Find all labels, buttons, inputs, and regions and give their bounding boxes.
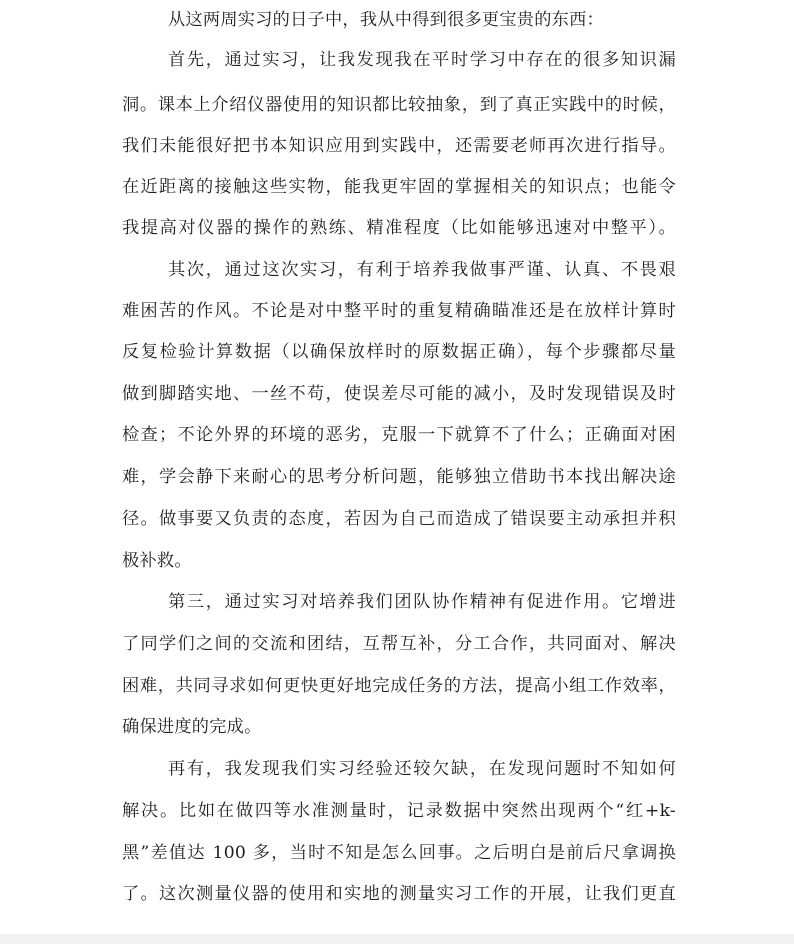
paragraph-line: 确保进度的完成。 [122,717,262,737]
paragraph-line: 洞。课本上介绍仪器使用的知识都比较抽象，到了真正实践中的时候， [122,95,676,115]
paragraph-line: 做到脚踏实地、一丝不苟，使误差尽可能的减小，及时发现错误及时 [122,384,676,404]
paragraph-line: 黑”差值达 100 多，当时不知是怎么回事。之后明白是前后尺拿调换 [122,843,676,863]
paragraph-line: 极补救。 [122,551,192,571]
paragraph-line: 径。做事要又负责的态度，若因为自己而造成了错误要主动承担并积 [122,509,676,529]
paragraph-line: 了同学们之间的交流和团结，互帮互补，分工合作，共同面对、解决 [122,634,676,654]
paragraph-line: 从这两周实习的日子中，我从中得到很多更宝贵的东西： [168,10,604,30]
paragraph-line: 我提高对仪器的操作的熟练、精准程度（比如能够迅速对中整平）。 [122,218,676,238]
paragraph-line: 难，学会静下来耐心的思考分析问题，能够独立借助书本找出解决途 [122,467,676,487]
paragraph-line: 首先，通过实习，让我发现我在平时学习中存在的很多知识漏 [168,50,676,70]
paragraph-line: 再有，我发现我们实习经验还较欠缺，在发现问题时不知如何 [168,759,676,779]
paragraph-line: 了。这次测量仪器的使用和实地的测量实习工作的开展，让我们更直 [122,884,676,904]
paragraph-line: 困难，共同寻求如何更快更好地完成任务的方法，提高小组工作效率， [122,676,676,696]
paragraph-line: 在近距离的接触这些实物，能我更牢固的掌握相关的知识点；也能令 [122,177,676,197]
paragraph-line: 反复检验计算数据（以确保放样时的原数据正确），每个步骤都尽量 [122,342,676,362]
paragraph-line: 我们未能很好把书本知识应用到实践中，还需要老师再次进行指导。 [122,136,676,156]
paragraph-line: 其次，通过这次实习，有利于培养我做事严谨、认真、不畏艰 [168,260,676,280]
paragraph-line: 难困苦的作风。不论是对中整平时的重复精确瞄准还是在放样计算时 [122,301,676,321]
paragraph-line: 第三，通过实习对培养我们团队协作精神有促进作用。它增进 [168,592,676,612]
paragraph-line: 解决。比如在做四等水准测量时，记录数据中突然出现两个“红+k- [122,801,676,821]
paragraph-line: 检查；不论外界的环境的恶劣，克服一下就算不了什么；正确面对困 [122,425,676,445]
page-bottom-strip [0,934,794,944]
